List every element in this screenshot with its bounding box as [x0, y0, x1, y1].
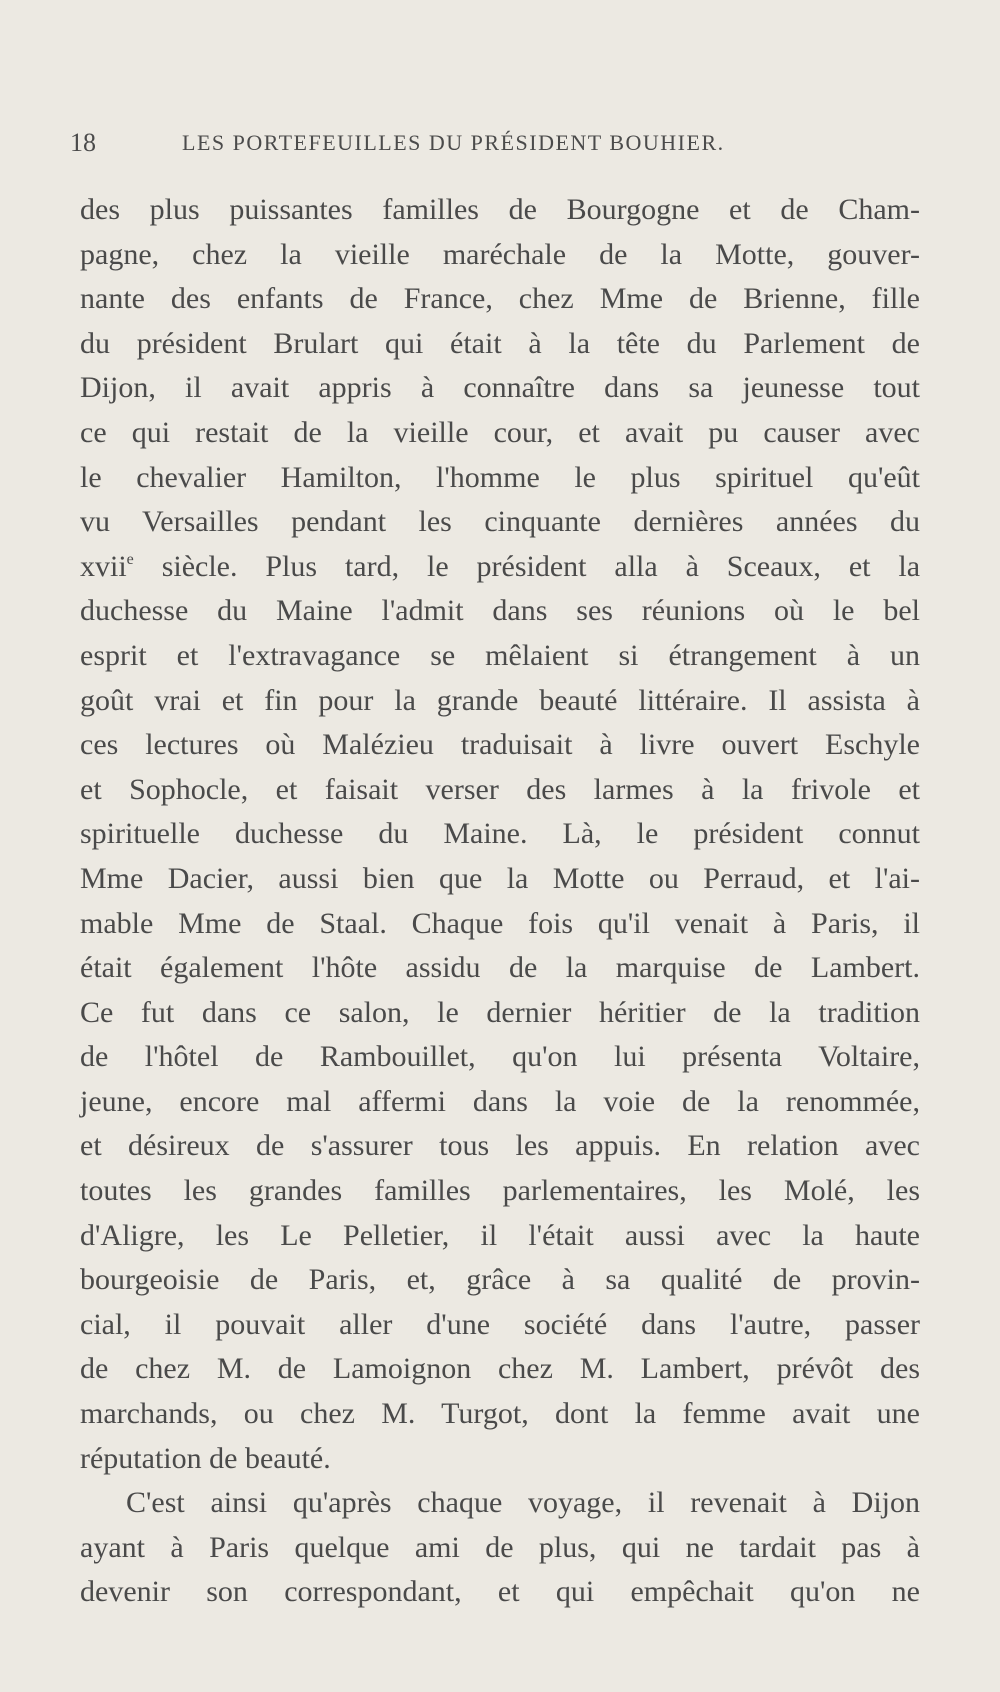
text-line: esprit et l'extravagance se mêlaient si étrangement à un [80, 638, 920, 672]
text-line: jeune, encore mal affermi dans la voie de la renommée, [80, 1084, 920, 1118]
paragraph-end-line: réputation de beauté. [80, 1441, 331, 1475]
text-line: le chevalier Hamilton, l'homme le plus spirituel qu'eût [80, 460, 920, 494]
text-line: marchands, ou chez M. Turgot, dont la femme avait une [80, 1397, 920, 1431]
text-line: et Sophocle, et faisait verser des larmes à la frivole et [80, 772, 920, 806]
text-line: de chez M. de Lamoignon chez M. Lambert, prévôt des [80, 1352, 920, 1386]
text-line: devenir son correspondant, et qui empêchait qu'on ne [80, 1575, 920, 1609]
text-line: pagne, chez la vieille maréchale de la Motte, gouver- [80, 237, 920, 271]
text-line: du président Brulart qui était à la tête du Parlement de [80, 326, 920, 360]
text-line: de l'hôtel de Rambouillet, qu'on lui présenta Voltaire, [80, 1040, 920, 1074]
century-superscript: e [126, 550, 134, 568]
text-line: des plus puissantes familles de Bourgogne et de Cham- [80, 193, 920, 226]
text-line: Dijon, il avait appris à connaître dans sa jeunesse tout [80, 371, 920, 405]
century-numeral: xvii [80, 549, 127, 583]
text-line: spirituelle duchesse du Maine. Là, le président connut [80, 817, 920, 851]
running-title: LES PORTEFEUILLES DU PRÉSIDENT BOUHIER. [182, 130, 725, 155]
paragraph-start-line: C'est ainsi qu'après chaque voyage, il revenait à Dijon [126, 1486, 920, 1520]
text-line: était également l'hôte assidu de la marquise de Lambert. [80, 951, 920, 985]
text-line: ces lectures où Malézieu traduisait à livre ouvert Eschyle [80, 728, 920, 762]
text-line: et désireux de s'assurer tous les appuis. En relation avec [80, 1129, 920, 1163]
text-line: nante des enfants de France, chez Mme de Brienne, fille [80, 282, 920, 316]
body-text [80, 188, 920, 1615]
page-number: 18 [70, 128, 96, 157]
text-line: ce qui restait de la vieille cour, et avait pu causer avec [80, 415, 920, 449]
text-line: vu Versailles pendant les cinquante dernières années du [80, 505, 920, 539]
text-line: bourgeoisie de Paris, et, grâce à sa qualité de provin- [80, 1263, 920, 1297]
text-line: Mme Dacier, aussi bien que la Motte ou Perraud, et l'ai- [80, 861, 920, 895]
text-line: mable Mme de Staal. Chaque fois qu'il venait à Paris, il [80, 906, 920, 940]
running-head [70, 128, 920, 168]
text-line-century [80, 545, 920, 590]
text-line: Ce fut dans ce salon, le dernier héritier de la tradition [80, 995, 920, 1029]
text-line: ayant à Paris quelque ami de plus, qui ne tardait pas à [80, 1530, 920, 1564]
text-line: goût vrai et fin pour la grande beauté littéraire. Il assista à [80, 683, 920, 717]
text-line: d'Aligre, les Le Pelletier, il l'était aussi avec la haute [80, 1218, 920, 1252]
text-line: toutes les grandes familles parlementaires, les Molé, les [80, 1174, 920, 1208]
text-line: cial, il pouvait aller d'une société dans l'autre, passer [80, 1307, 920, 1341]
text-line: duchesse du Maine l'admit dans ses réunions où le bel [80, 594, 920, 628]
century-line-rest: siècle. Plus tard, le président alla à Sceaux, et la [161, 549, 921, 583]
